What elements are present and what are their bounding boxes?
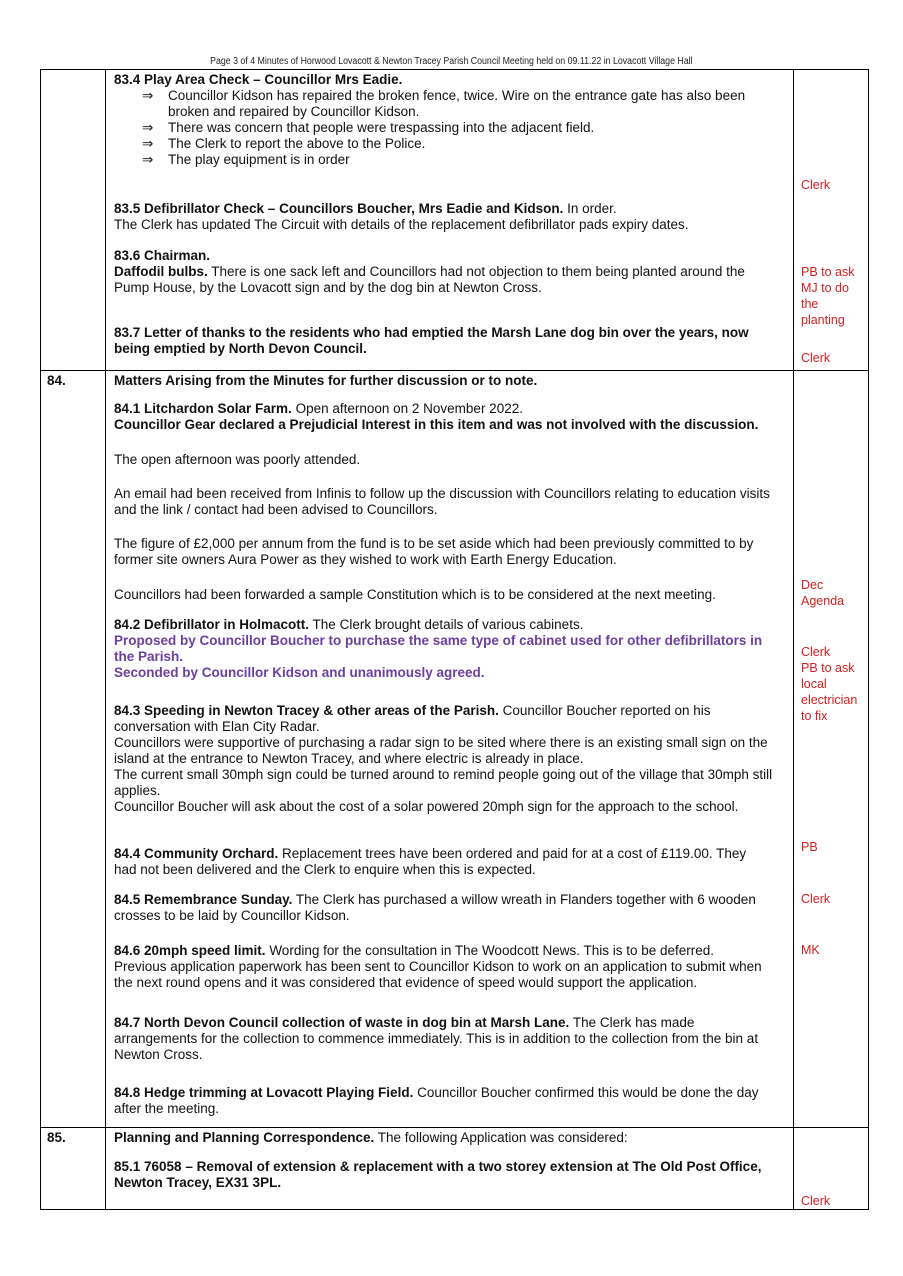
column-divider-number — [105, 70, 106, 1209]
section-heading: 84.3 Speeding in Newton Tracey & other areas of the Parish. — [114, 703, 499, 718]
section-line: being emptied by North Devon Council. — [114, 341, 367, 356]
section-84-5 — [114, 892, 790, 924]
action-line: Dec — [801, 578, 824, 592]
action-note — [801, 644, 867, 724]
section-text: Councillor Boucher confirmed this would be done the day — [413, 1085, 759, 1100]
section-line — [114, 703, 790, 719]
section-84-1 — [114, 401, 790, 433]
section-line — [114, 892, 790, 908]
minutes-table — [40, 69, 869, 1210]
bullet-text: The play equipment is in order — [168, 152, 350, 167]
section-line: had not been delivered and the Clerk to enquire when this is expected. — [114, 862, 536, 877]
resolution-proposed: the Parish. — [114, 649, 184, 664]
action-line: Clerk — [801, 645, 831, 659]
paragraph — [114, 486, 790, 518]
action-line: the — [801, 297, 819, 311]
section-text: In order. — [563, 201, 617, 216]
section-84-8 — [114, 1085, 790, 1117]
section-line: Previous application paperwork has been sent to Councillor Kidson to work on an application to submit when — [114, 959, 762, 974]
section-84-3 — [114, 703, 790, 815]
bold-lead: Daffodil bulbs. — [114, 264, 208, 279]
section-line: The current small 30mph sign could be turned around to remind people going out of the village that 30mph still — [114, 767, 773, 782]
action-note: Clerk — [801, 351, 831, 365]
section-85-1 — [114, 1159, 790, 1191]
section-line — [114, 401, 790, 417]
section-line: the next round opens and it was considered that evidence of speed would support the application. — [114, 975, 698, 990]
action-note: MK — [801, 943, 820, 957]
section-83-6 — [114, 248, 790, 296]
action-note: Clerk — [801, 1194, 831, 1208]
section-heading: 83.4 Play Area Check – Councillor Mrs Eadie. — [114, 72, 403, 87]
bullet-text: broken and repaired by Councillor Kidson. — [168, 104, 420, 119]
item-number-84: 84. — [47, 373, 66, 388]
section-line — [114, 201, 790, 217]
bullet-item — [114, 120, 790, 136]
section-heading: 83.6 Chairman. — [114, 248, 211, 263]
action-line: PB to ask — [801, 265, 855, 279]
section-text: Open afternoon on 2 November 2022. — [291, 401, 523, 416]
section-text: The following Application was considered: — [374, 1130, 628, 1145]
arrow-icon: ⇒ — [142, 120, 154, 135]
action-note: Clerk — [801, 178, 831, 192]
action-note — [801, 264, 867, 328]
section-line: island at the entrance to Newton Tracey, and where electric is already in place. — [114, 751, 584, 766]
arrow-icon: ⇒ — [142, 152, 154, 167]
paragraph — [114, 536, 790, 568]
resolution-seconded: Seconded by Councillor Kidson and unanimously agreed. — [114, 665, 485, 680]
action-line: local — [801, 677, 827, 691]
action-line: PB to ask — [801, 661, 855, 675]
section-heading: 84.1 Litchardon Solar Farm. — [114, 401, 292, 416]
section-line: crosses to be laid by Councillor Kidson. — [114, 908, 350, 923]
paragraph-line: The figure of £2,000 per annum from the fund is to be set aside which had been previously committed to by — [114, 536, 754, 551]
section-text: The Clerk brought details of various cabinets. — [309, 617, 584, 632]
section-83-7 — [114, 325, 790, 357]
row-divider — [41, 1127, 868, 1128]
resolution-proposed: Proposed by Councillor Boucher to purchase the same type of cabinet used for other defibrillators in — [114, 633, 763, 648]
section-line — [114, 1015, 790, 1031]
section-line: Newton Cross. — [114, 1047, 203, 1062]
paragraph-line: former site owners Aura Power as they wished to work with Earth Energy Education. — [114, 552, 617, 567]
section-85-heading — [114, 1130, 790, 1146]
paragraph-line: and the link / contact had been advised to Councillors. — [114, 502, 438, 517]
section-line: arrangements for the collection to commence immediately. This is in addition to the collection from the bin at — [114, 1031, 759, 1046]
section-line: Councillor Boucher will ask about the cost of a solar powered 20mph sign for the approach to the school. — [114, 799, 739, 814]
section-heading: 84.5 Remembrance Sunday. — [114, 892, 293, 907]
action-note: PB — [801, 840, 818, 854]
action-line: Agenda — [801, 594, 845, 608]
section-heading: 84.4 Community Orchard. — [114, 846, 279, 861]
section-heading: 84.2 Defibrillator in Holmacott. — [114, 617, 310, 632]
arrow-icon: ⇒ — [142, 88, 154, 103]
column-divider-action — [793, 70, 794, 1209]
action-note — [801, 577, 867, 609]
section-text: Replacement trees have been ordered and paid for at a cost of £119.00. They — [278, 846, 747, 861]
section-line: applies. — [114, 783, 161, 798]
action-line: electrician — [801, 693, 858, 707]
action-line: MJ to do — [801, 281, 849, 295]
section-line: 83.7 Letter of thanks to the residents who had emptied the Marsh Lane dog bin over the years, now — [114, 325, 749, 340]
section-84-2 — [114, 617, 790, 681]
arrow-icon: ⇒ — [142, 136, 154, 151]
bullet-item — [114, 136, 790, 152]
section-text: The Clerk has made — [569, 1015, 695, 1030]
section-line — [114, 1085, 790, 1101]
section-heading: 84.6 20mph speed limit. — [114, 943, 266, 958]
section-line: conversation with Elan City Radar. — [114, 719, 320, 734]
bullet-item — [114, 152, 790, 168]
section-line — [114, 264, 790, 280]
page-header: Page 3 of 4 Minutes of Horwood Lovacott & Newton Tracey Parish Council Meeting held on 09.11.22 in Lovacott Village Hall — [210, 56, 693, 67]
section-line — [114, 846, 790, 862]
paragraph: The open afternoon was poorly attended. — [114, 452, 361, 467]
section-heading: 84.7 North Devon Council collection of waste in dog bin at Marsh Lane. — [114, 1015, 570, 1030]
section-heading: 84.8 Hedge trimming at Lovacott Playing Field. — [114, 1085, 414, 1100]
application-line: Newton Tracey, EX31 3PL. — [114, 1175, 282, 1190]
application-line: 85.1 76058 – Removal of extension & replacement with a two storey extension at The Old Post Office, — [114, 1159, 762, 1174]
bullet-item — [114, 88, 790, 104]
section-84-4 — [114, 846, 790, 878]
section-83-4 — [114, 72, 790, 168]
item-number-85: 85. — [47, 1130, 66, 1145]
bullet-text: The Clerk to report the above to the Police. — [168, 136, 426, 151]
action-line: planting — [801, 313, 845, 327]
paragraph: Councillors had been forwarded a sample Constitution which is to be considered at the next meeting. — [114, 587, 716, 602]
bullet-text: There was concern that people were trespassing into the adjacent field. — [168, 120, 595, 135]
bullet-text: Councillor Kidson has repaired the broken fence, twice. Wire on the entrance gate has also been — [168, 88, 746, 103]
section-84-heading: Matters Arising from the Minutes for further discussion or to note. — [114, 373, 538, 388]
section-heading: 83.5 Defibrillator Check – Councillors Boucher, Mrs Eadie and Kidson. — [114, 201, 564, 216]
section-line — [114, 617, 790, 633]
row-divider — [41, 370, 868, 371]
section-text: The Clerk has purchased a willow wreath in Flanders together with 6 wooden — [292, 892, 756, 907]
section-line: Councillors were supportive of purchasing a radar sign to be sited where there is an existing small sign on the — [114, 735, 768, 750]
section-heading: Planning and Planning Correspondence. — [114, 1130, 375, 1145]
section-84-7 — [114, 1015, 790, 1063]
action-note: Clerk — [801, 892, 831, 906]
action-line: to fix — [801, 709, 828, 723]
section-line: Pump House, by the Lovacott sign and by the dog bin at Newton Cross. — [114, 280, 542, 295]
section-line: after the meeting. — [114, 1101, 220, 1116]
interest-declaration: Councillor Gear declared a Prejudicial Interest in this item and was not involved with the discussion. — [114, 417, 759, 432]
section-84-6 — [114, 943, 790, 991]
section-83-5 — [114, 201, 790, 233]
bullet-continuation — [114, 104, 790, 120]
section-line: The Clerk has updated The Circuit with details of the replacement defibrillator pads expiry dates. — [114, 217, 689, 232]
section-text: There is one sack left and Councillors had not objection to them being planted around the — [207, 264, 745, 279]
section-line — [114, 943, 790, 959]
section-text: Wording for the consultation in The Woodcott News. This is to be deferred. — [265, 943, 715, 958]
paragraph-line: An email had been received from Infinis to follow up the discussion with Councillors relating to education visits — [114, 486, 770, 501]
section-text: Councillor Boucher reported on his — [498, 703, 711, 718]
